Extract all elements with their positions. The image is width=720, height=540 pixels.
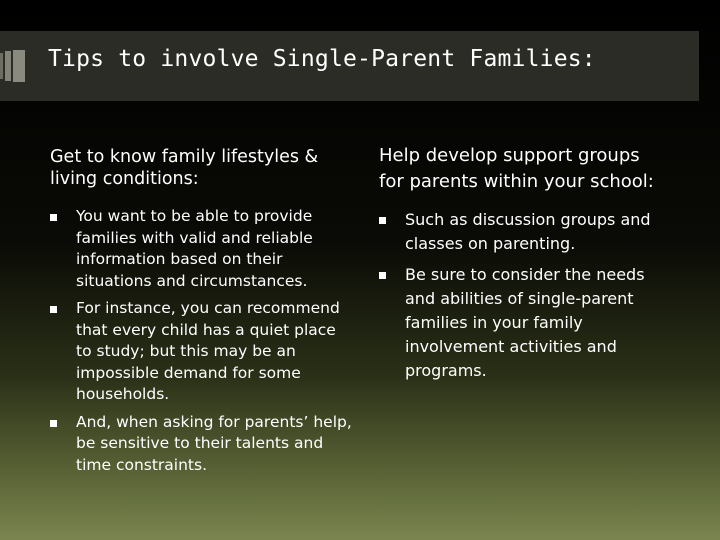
right-bullet-list: [379, 208, 684, 383]
bullet-text: And, when asking for parents’ help, be sensitive to their talents and time constraints.: [76, 412, 352, 474]
slide-title: Tips to involve Single-Parent Families:: [48, 46, 596, 72]
square-bullet-icon: [50, 420, 57, 427]
right-heading: [379, 143, 684, 195]
list-item: [50, 298, 352, 406]
right-heading-line1: Help develop support groups: [379, 145, 640, 166]
list-item: [50, 206, 348, 292]
square-bullet-icon: [379, 217, 386, 224]
list-item: [379, 263, 655, 383]
square-bullet-icon: [50, 214, 57, 221]
list-item: [379, 208, 685, 256]
bullet-text: Such as discussion groups and classes on parenting.: [405, 210, 651, 253]
left-heading-line1: Get to know family lifestyles &: [50, 147, 319, 167]
list-item: [50, 412, 352, 477]
square-bullet-icon: [50, 306, 57, 313]
bullet-text: For instance, you can recommend that every child has a quiet place to study; but this may be an impossible demand for some households.: [76, 299, 340, 403]
left-heading: [50, 146, 350, 190]
right-column: [379, 143, 684, 383]
bullet-text: Be sure to consider the needs and abilities of single-parent families in your family involvement activities and programs.: [405, 265, 645, 380]
square-bullet-icon: [379, 272, 386, 279]
left-heading-line2: living conditions:: [50, 169, 199, 189]
left-column: [50, 146, 350, 476]
bullet-text: You want to be able to provide families with valid and reliable information based on their situations and circumstances.: [76, 207, 313, 290]
title-decoration-icon: [0, 50, 26, 82]
left-bullet-list: [50, 206, 350, 476]
right-heading-line2: for parents within your school:: [379, 171, 654, 192]
